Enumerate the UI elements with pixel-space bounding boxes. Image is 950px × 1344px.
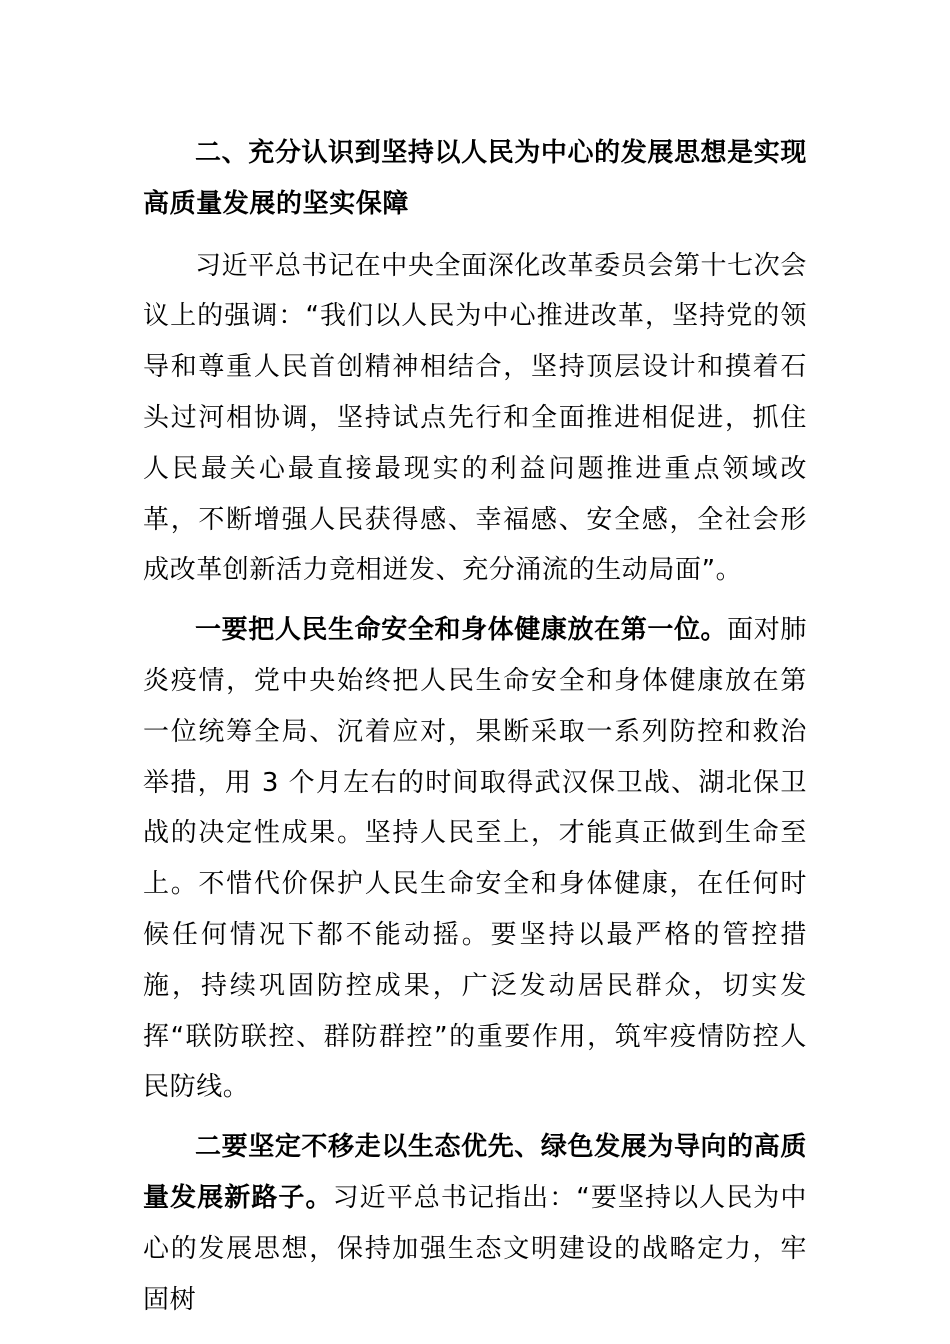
paragraph-lead: 一要把人民生命安全和身体健康放在第一位。 [195, 615, 728, 646]
paragraph-point-two [143, 1122, 807, 1325]
section-heading: 二、充分认识到坚持以人民为中心的发展思想是实现高质量发展的坚实保障 [143, 138, 807, 219]
paragraph-text: 习近平总书记指出：“要坚持以人民为中心的发展思想，保持加强生态文明建设的战略定力，牢固树 [143, 1182, 807, 1315]
paragraph-point-one [143, 605, 807, 1113]
paragraph-intro [143, 241, 807, 597]
paragraph-lead: 二要坚定不移走以生态优先、绿色发展为导向的高质量发展新路子。 [143, 1132, 807, 1213]
document-body [143, 128, 807, 1334]
paragraph-text: 面对肺炎疫情，党中央始终把人民生命安全和身体健康放在第一位统筹全局、沉着应对，果断采取一系列防控和救治举措，用 3 个月左右的时间取得武汉保卫战、湖北保卫战的决定性成果。坚持人民至上，才能真正做到生命至上。不惜代价保护人民生命安全和身体健康，在任何时候任何情况下都不能动摇。要坚持以最严格的管控措施，持续巩固防控成果，广泛发动居民群众，切实发挥“联防联控、群防群控”的重要作用，筑牢疫情防控人民防线。 [143, 615, 807, 1103]
paragraph-text: 习近平总书记在中央全面深化改革委员会第十七次会议上的强调：“我们以人民为中心推进改革，坚持党的领导和尊重人民首创精神相结合，坚持顶层设计和摸着石头过河相协调，坚持试点先行和全面推进相促进，抓住人民最关心最直接最现实的利益问题推进重点领域改革，不断增强人民获得感、幸福感、安全感，全社会形成改革创新活力竞相迸发、充分涌流的生动局面”。 [143, 250, 807, 586]
